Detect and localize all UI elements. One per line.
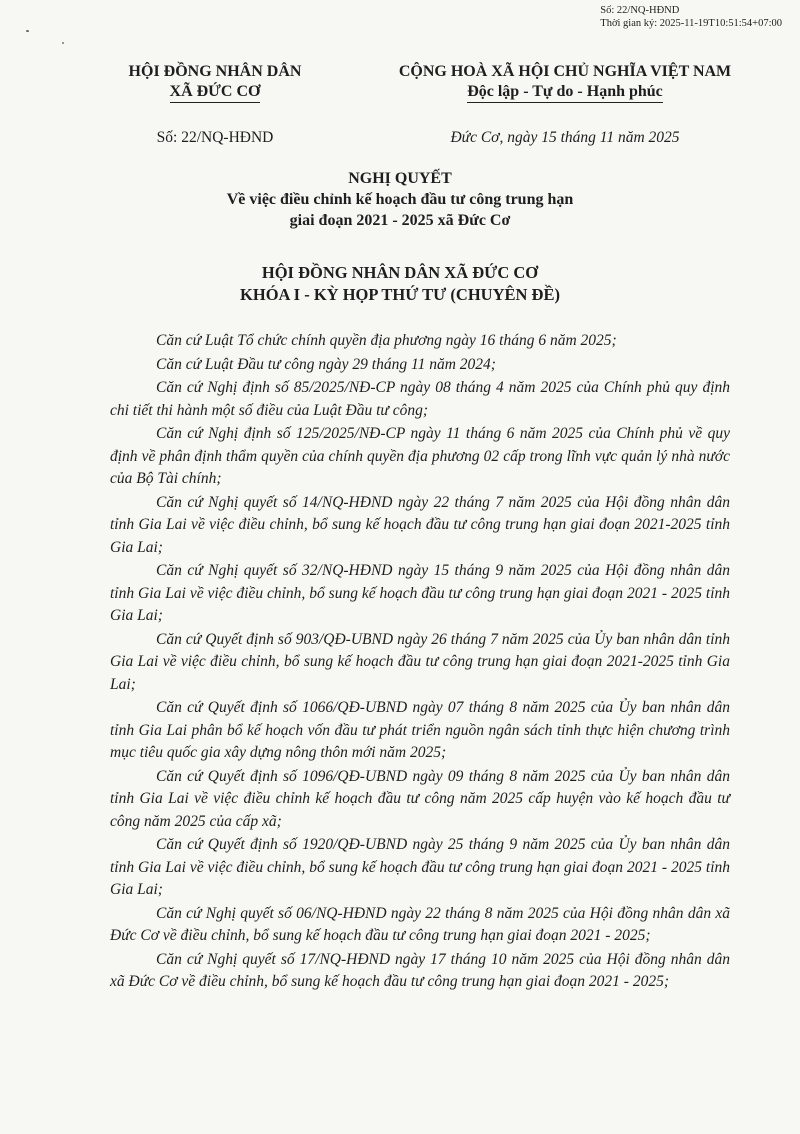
legal-bases — [110, 330, 730, 995]
place-date: Đức Cơ, ngày 15 tháng 11 năm 2025 — [450, 129, 680, 146]
scan-speck — [26, 30, 29, 32]
legal-basis-paragraph: Căn cứ Luật Đầu tư công ngày 29 tháng 11 năm 2024; — [156, 355, 496, 373]
issuing-organization — [100, 62, 330, 147]
org-name-line1: HỘI ĐỒNG NHÂN DÂN — [128, 63, 302, 80]
digital-signature-stamp — [600, 4, 782, 30]
legal-basis-paragraph: Căn cứ Nghị quyết số 06/NQ-HĐND ngày 22 tháng 8 năm 2025 của Hội đồng nhân dân xã Đức Cơ về điều chỉnh, bổ sung kế hoạch đầu tư công trung hạn giai đoạn 2021 - 2025; — [110, 904, 730, 944]
document-header — [0, 62, 800, 158]
legal-basis-paragraph: Căn cứ Quyết định số 1096/QĐ-UBND ngày 09 tháng 8 năm 2025 của Ủy ban nhân dân tỉnh Gia Lai về việc điều chỉnh kế hoạch đầu tư công năm 2025 cấp huyện vào kế hoạch đầu tư công năm 2025 của cấp xã; — [110, 767, 730, 830]
legal-basis-paragraph: Căn cứ Nghị định số 125/2025/NĐ-CP ngày 11 tháng 6 năm 2025 của Chính phủ về quy định về phân định thẩm quyền của chính quyền địa phương 02 cấp trong lĩnh vực quản lý nhà nước của Bộ Tài chính; — [110, 425, 730, 487]
national-heading — [355, 62, 775, 147]
legal-basis-paragraph: Căn cứ Nghị quyết số 32/NQ-HĐND ngày 15 tháng 9 năm 2025 của Hội đồng nhân dân tỉnh Gia Lai về việc điều chỉnh, bổ sung kế hoạch đầu tư công trung hạn giai đoạn 2021 - 2025 tỉnh Gia Lai; — [110, 562, 730, 624]
document-subject-line1: Về việc điều chỉnh kế hoạch đầu tư công trung hạn — [226, 191, 574, 208]
legal-basis-paragraph: Căn cứ Quyết định số 903/QĐ-UBND ngày 26 tháng 7 năm 2025 của Ủy ban nhân dân tỉnh Gia Lai về việc điều chỉnh, bổ sung kế hoạch đầu tư công trung hạn giai đoạn 2021-2025 tỉnh Gia Lai; — [110, 630, 730, 693]
nation-name: CỘNG HOÀ XÃ HỘI CHỦ NGHĨA VIỆT NAM — [398, 63, 732, 80]
scan-speck — [62, 42, 64, 44]
org-name-line2: XÃ ĐỨC CƠ — [170, 82, 261, 103]
council-name: HỘI ĐỒNG NHÂN DÂN XÃ ĐỨC CƠ — [261, 263, 539, 282]
resolution-title — [0, 168, 800, 231]
council-session: KHÓA I - KỲ HỌP THỨ TƯ (CHUYÊN ĐỀ) — [240, 285, 560, 304]
document-subject-line2: giai đoạn 2021 - 2025 xã Đức Cơ — [289, 212, 511, 229]
legal-basis-paragraph: Căn cứ Nghị định số 85/2025/NĐ-CP ngày 08 tháng 4 năm 2025 của Chính phủ quy định chi tiết thi hành một số điều của Luật Đầu tư công; — [110, 379, 730, 419]
legal-basis-paragraph: Căn cứ Quyết định số 1066/QĐ-UBND ngày 07 tháng 8 năm 2025 của Ủy ban nhân dân tỉnh Gia Lai phân bổ kế hoạch vốn đầu tư phát triển nguồn ngân sách tỉnh thực hiện chương trình mục tiêu quốc gia xây dựng nông thôn mới năm 2025; — [110, 699, 730, 761]
document-number: Số: 22/NQ-HĐND — [156, 129, 274, 146]
legal-basis-paragraph: Căn cứ Nghị quyết số 14/NQ-HĐND ngày 22 tháng 7 năm 2025 của Hội đồng nhân dân tỉnh Gia Lai về việc điều chỉnh, bổ sung kế hoạch đầu tư công trung hạn giai đoạn 2021-2025 tỉnh Gia Lai; — [110, 493, 730, 556]
legal-basis-paragraph: Căn cứ Nghị quyết số 17/NQ-HĐND ngày 17 tháng 10 năm 2025 của Hội đồng nhân dân xã Đức Cơ về điều chỉnh, bổ sung kế hoạch đầu tư công trung hạn giai đoạn 2021 - 2025; — [110, 950, 730, 990]
legal-basis-paragraph: Căn cứ Quyết định số 1920/QĐ-UBND ngày 25 tháng 9 năm 2025 của Ủy ban nhân dân tỉnh Gia Lai về việc điều chỉnh, bổ sung kế hoạch đầu tư công trung hạn giai đoạn 2021 - 2025 tỉnh Gia Lai; — [110, 836, 730, 898]
signature-timestamp: Thời gian ký: 2025-11-19T10:51:54+07:00 — [600, 18, 782, 29]
council-heading — [0, 262, 800, 306]
document-type: NGHỊ QUYẾT — [348, 170, 452, 187]
signature-doc-number: Số: 22/NQ-HĐND — [600, 5, 680, 16]
national-motto: Độc lập - Tự do - Hạnh phúc — [467, 82, 663, 103]
legal-basis-paragraph: Căn cứ Luật Tổ chức chính quyền địa phương ngày 16 tháng 6 năm 2025; — [156, 332, 617, 349]
